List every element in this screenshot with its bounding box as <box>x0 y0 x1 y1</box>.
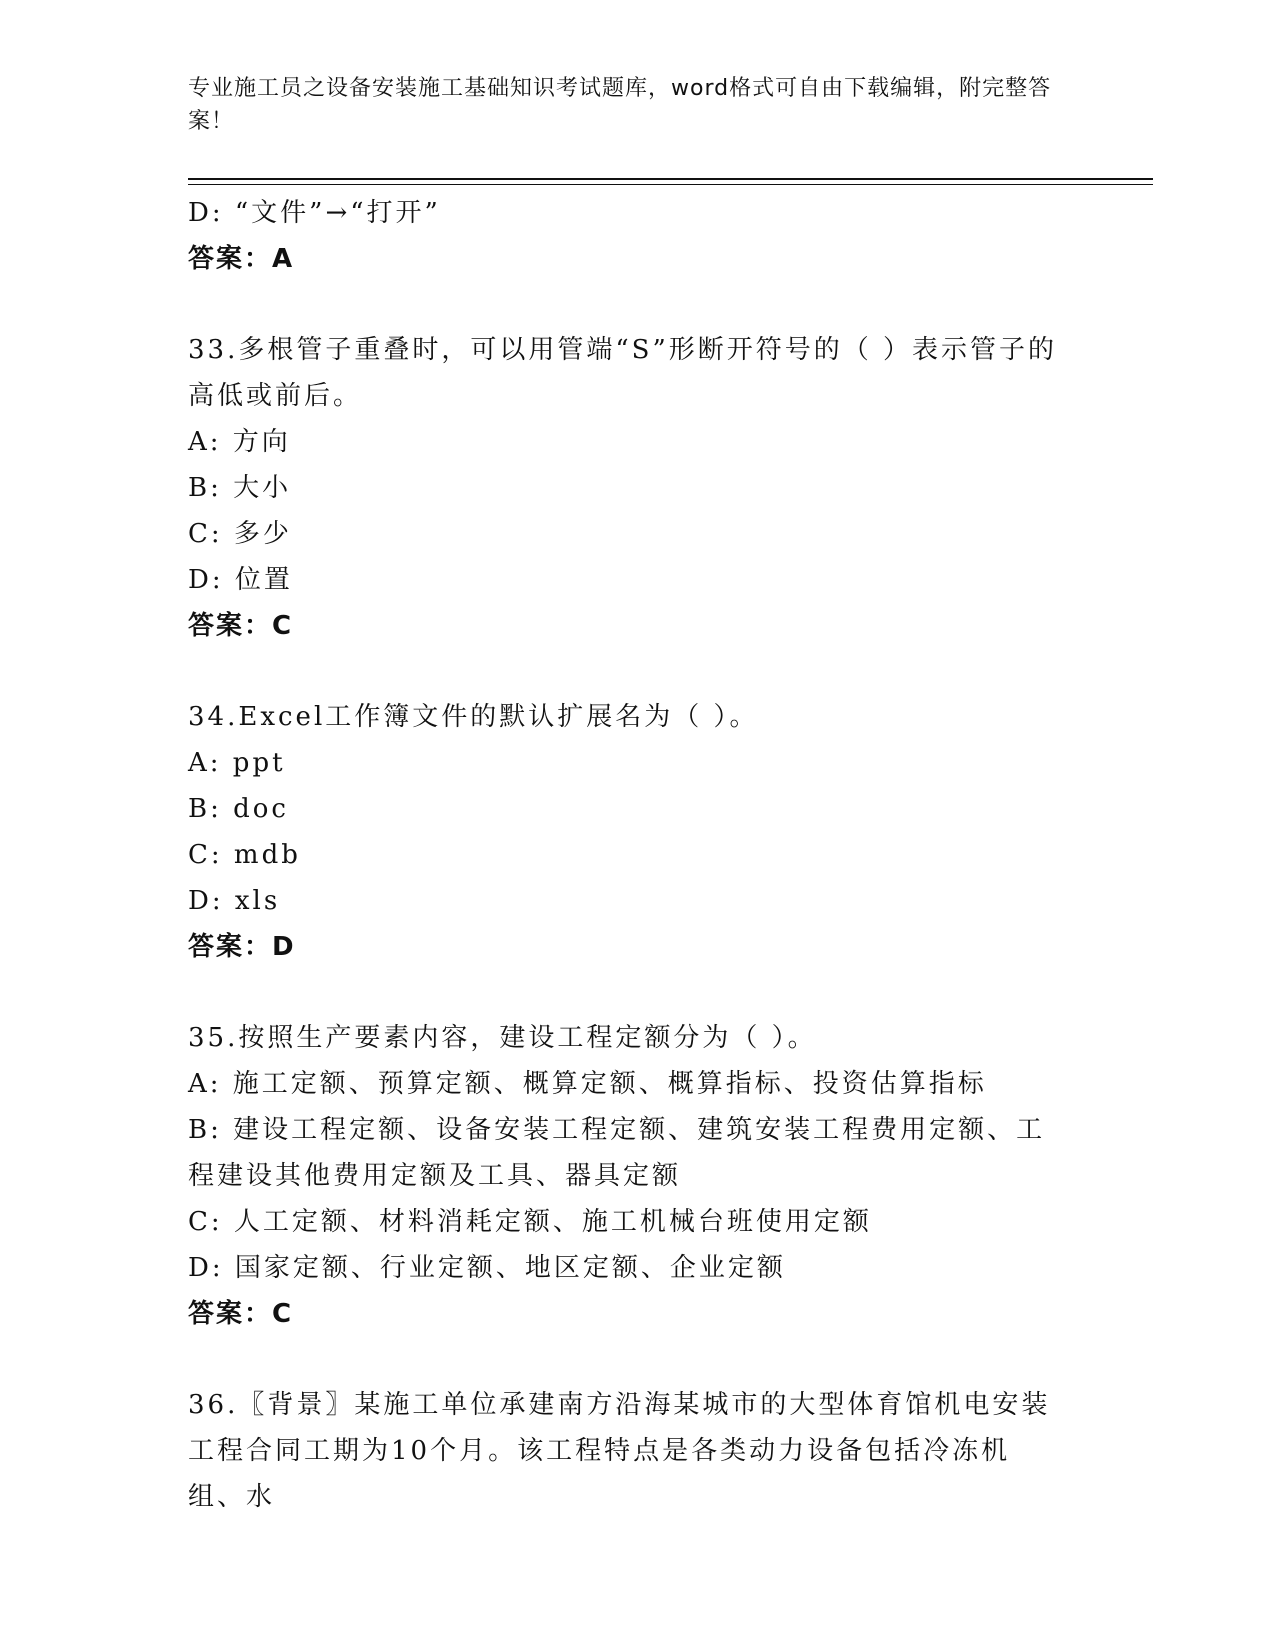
option-d: D: 位置 <box>188 565 293 595</box>
answer: 答案：D <box>188 932 296 962</box>
header-divider-thin <box>188 184 1153 185</box>
option-c: C: 人工定额、材料消耗定额、施工机械台班使用定额 <box>188 1207 872 1237</box>
answer: 答案：C <box>188 611 294 641</box>
question-33 <box>188 327 1068 649</box>
question-36 <box>188 1382 1068 1520</box>
header-divider <box>188 178 1153 180</box>
option-d: D: 国家定额、行业定额、地区定额、企业定额 <box>188 1253 786 1283</box>
prev-option-d: D: “文件”→“打开” <box>188 198 441 228</box>
answer: 答案：C <box>188 1299 294 1329</box>
question-stem: 36.〖背景〗某施工单位承建南方沿海某城市的大型体育馆机电安装工程合同工期为10个月。该工程特点是各类动力设备包括冷冻机组、水 <box>188 1390 1051 1512</box>
document-body <box>188 190 1068 1520</box>
question-stem: 34.Excel工作簿文件的默认扩展名为（ ）。 <box>188 702 759 732</box>
question-35 <box>188 1015 1068 1337</box>
option-b: B: 大小 <box>188 473 292 503</box>
option-c: C: mdb <box>188 840 301 870</box>
option-a: A: 方向 <box>188 427 291 457</box>
question-stem: 33.多根管子重叠时，可以用管端“S”形断开符号的（ ）表示管子的高低或前后。 <box>188 335 1058 411</box>
question-stem: 35.按照生产要素内容，建设工程定额分为（ ）。 <box>188 1023 817 1053</box>
page-header: 专业施工员之设备安装施工基础知识考试题库，word格式可自由下载编辑，附完整答案！ <box>188 76 1052 134</box>
option-c: C: 多少 <box>188 519 292 549</box>
option-b: B: doc <box>188 794 289 824</box>
option-b: B: 建设工程定额、设备安装工程定额、建筑安装工程费用定额、工程建设其他费用定额及工具、器具定额 <box>188 1115 1046 1191</box>
option-a: A: 施工定额、预算定额、概算定额、概算指标、投资估算指标 <box>188 1069 987 1099</box>
option-d: D: xls <box>188 886 281 916</box>
prev-answer: 答案：A <box>188 244 295 274</box>
question-34 <box>188 694 1068 970</box>
option-a: A: ppt <box>188 748 286 778</box>
